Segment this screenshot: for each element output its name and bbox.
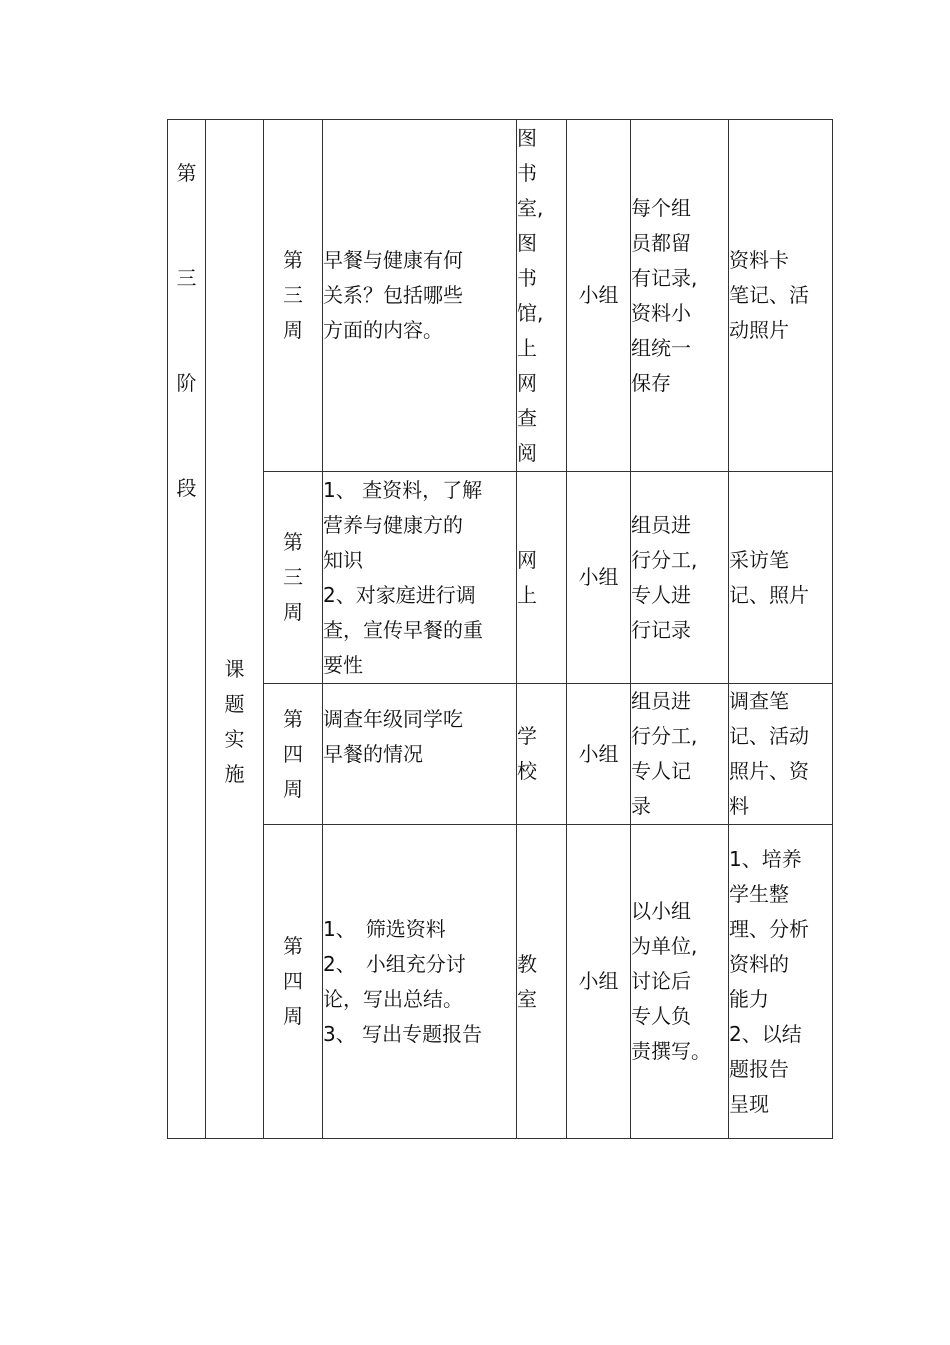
place-line: 馆, bbox=[517, 300, 544, 325]
place-line: 图 bbox=[517, 230, 537, 255]
place-line: 书 bbox=[517, 265, 537, 290]
result-cell bbox=[729, 472, 833, 684]
week-char: 四 bbox=[283, 741, 303, 766]
week-char: 周 bbox=[283, 1004, 303, 1028]
content-line: 知识 bbox=[323, 547, 363, 572]
week-char: 周 bbox=[283, 318, 303, 342]
result-line: 学生整 bbox=[729, 881, 789, 906]
method-line: 组员进 bbox=[631, 689, 691, 713]
week-char: 周 bbox=[283, 776, 303, 801]
content-cell bbox=[323, 825, 517, 1139]
place-line: 室 bbox=[517, 986, 537, 1011]
content-cell bbox=[323, 120, 517, 472]
place-line: 网 bbox=[517, 370, 537, 395]
place-line: 学 bbox=[517, 724, 537, 748]
task-cell bbox=[206, 120, 264, 1139]
week-char: 第 bbox=[283, 706, 303, 731]
place-line: 上 bbox=[517, 335, 537, 360]
table-row bbox=[168, 120, 833, 472]
place-cell bbox=[517, 472, 567, 684]
method-line: 为单位, bbox=[631, 934, 698, 958]
method-line: 员都留 bbox=[631, 230, 691, 255]
content-cell bbox=[323, 472, 517, 684]
result-line: 呈现 bbox=[729, 1091, 769, 1116]
place-cell bbox=[517, 684, 567, 825]
place-line: 查 bbox=[517, 405, 537, 430]
method-line: 专人记 bbox=[631, 759, 691, 783]
result-line: 料 bbox=[729, 794, 749, 818]
content-cell bbox=[323, 684, 517, 825]
method-line: 录 bbox=[631, 794, 651, 818]
result-cell bbox=[729, 684, 833, 825]
method-line: 专人进 bbox=[631, 582, 691, 607]
place-line: 网 bbox=[517, 547, 537, 572]
content-line: 1、 筛选资料 bbox=[323, 916, 446, 941]
task-char: 施 bbox=[224, 762, 245, 786]
week-cell bbox=[264, 120, 323, 472]
result-line: 采访笔 bbox=[729, 547, 789, 572]
content-line: 查，宣传早餐的重 bbox=[323, 617, 483, 642]
method-cell bbox=[631, 684, 729, 825]
task-char: 实 bbox=[224, 727, 245, 751]
method-cell bbox=[631, 825, 729, 1139]
content-line: 1、 查资料，了解 bbox=[323, 477, 483, 502]
task-char: 课 bbox=[224, 657, 245, 681]
method-cell bbox=[631, 472, 729, 684]
content-line: 关系？包括哪些 bbox=[323, 283, 463, 307]
content-line: 3、 写出专题报告 bbox=[323, 1021, 483, 1046]
place-cell bbox=[517, 120, 567, 472]
result-line: 照片、资 bbox=[729, 759, 809, 783]
place-line: 室, bbox=[517, 195, 544, 220]
method-line: 组员进 bbox=[631, 512, 691, 537]
place-line: 阅 bbox=[517, 440, 537, 465]
content-line: 论，写出总结。 bbox=[323, 986, 463, 1011]
result-line: 能力 bbox=[729, 986, 769, 1011]
week-char: 周 bbox=[283, 600, 303, 624]
method-line: 行分工, bbox=[631, 547, 698, 572]
method-line: 资料小 bbox=[631, 300, 691, 325]
week-char: 三 bbox=[283, 283, 303, 307]
content-line: 调查年级同学吃 bbox=[323, 707, 463, 731]
content-line: 2、 小组充分讨 bbox=[323, 951, 466, 976]
method-line: 组统一 bbox=[631, 335, 691, 360]
stage-label bbox=[168, 156, 205, 506]
result-cell bbox=[729, 120, 833, 472]
content-line: 早餐的情况 bbox=[323, 742, 423, 766]
place-line: 教 bbox=[517, 951, 537, 976]
content-line: 2、对家庭进行调 bbox=[323, 582, 476, 607]
content-line: 早餐与健康有何 bbox=[323, 248, 463, 272]
method-line: 以小组 bbox=[631, 899, 691, 923]
week-char: 四 bbox=[283, 969, 303, 993]
stage-char: 第 bbox=[176, 161, 197, 185]
form-cell: 小组 bbox=[567, 472, 631, 684]
result-line: 2、以结 bbox=[729, 1021, 802, 1046]
result-line: 资料的 bbox=[729, 951, 789, 976]
result-line: 调查笔 bbox=[729, 689, 789, 713]
week-cell bbox=[264, 825, 323, 1139]
form-cell: 小组 bbox=[567, 825, 631, 1139]
method-line: 保存 bbox=[631, 370, 671, 395]
stage-cell bbox=[168, 120, 206, 1139]
week-char: 第 bbox=[283, 530, 303, 554]
stage-char: 三 bbox=[176, 266, 197, 290]
method-line: 专人负 bbox=[631, 1004, 691, 1028]
place-line: 图 bbox=[517, 125, 537, 150]
result-line: 记、照片 bbox=[729, 582, 809, 607]
method-line: 行记录 bbox=[631, 617, 691, 642]
week-char: 三 bbox=[283, 565, 303, 589]
week-cell bbox=[264, 684, 323, 825]
method-line: 讨论后 bbox=[631, 969, 691, 993]
place-line: 上 bbox=[517, 582, 537, 607]
result-cell bbox=[729, 825, 833, 1139]
week-char: 第 bbox=[283, 248, 303, 272]
method-cell bbox=[631, 120, 729, 472]
task-label bbox=[206, 652, 263, 792]
result-line: 1、培养 bbox=[729, 846, 802, 871]
result-line: 题报告 bbox=[729, 1056, 789, 1081]
result-line: 记、活动 bbox=[729, 724, 809, 748]
method-line: 责撰写。 bbox=[631, 1039, 711, 1063]
activity-plan-table bbox=[167, 119, 833, 1139]
method-line: 有记录, bbox=[631, 265, 698, 290]
result-line: 理、分析 bbox=[729, 916, 809, 941]
result-line: 动照片 bbox=[729, 318, 789, 342]
table-row bbox=[168, 684, 833, 825]
week-cell bbox=[264, 472, 323, 684]
week-char: 第 bbox=[283, 934, 303, 958]
stage-char: 阶 bbox=[176, 371, 197, 395]
table-row bbox=[168, 472, 833, 684]
content-line: 要性 bbox=[323, 652, 363, 677]
place-line: 书 bbox=[517, 160, 537, 185]
result-line: 笔记、活 bbox=[729, 283, 809, 307]
result-line: 资料卡 bbox=[729, 248, 789, 272]
task-char: 题 bbox=[224, 692, 245, 716]
place-cell bbox=[517, 825, 567, 1139]
form-cell: 小组 bbox=[567, 120, 631, 472]
stage-char: 段 bbox=[176, 476, 197, 500]
form-cell: 小组 bbox=[567, 684, 631, 825]
method-line: 行分工, bbox=[631, 724, 698, 748]
content-line: 营养与健康方的 bbox=[323, 512, 463, 537]
place-line: 校 bbox=[517, 759, 537, 783]
method-line: 每个组 bbox=[631, 195, 691, 220]
content-line: 方面的内容。 bbox=[323, 318, 443, 342]
table-row bbox=[168, 825, 833, 1139]
